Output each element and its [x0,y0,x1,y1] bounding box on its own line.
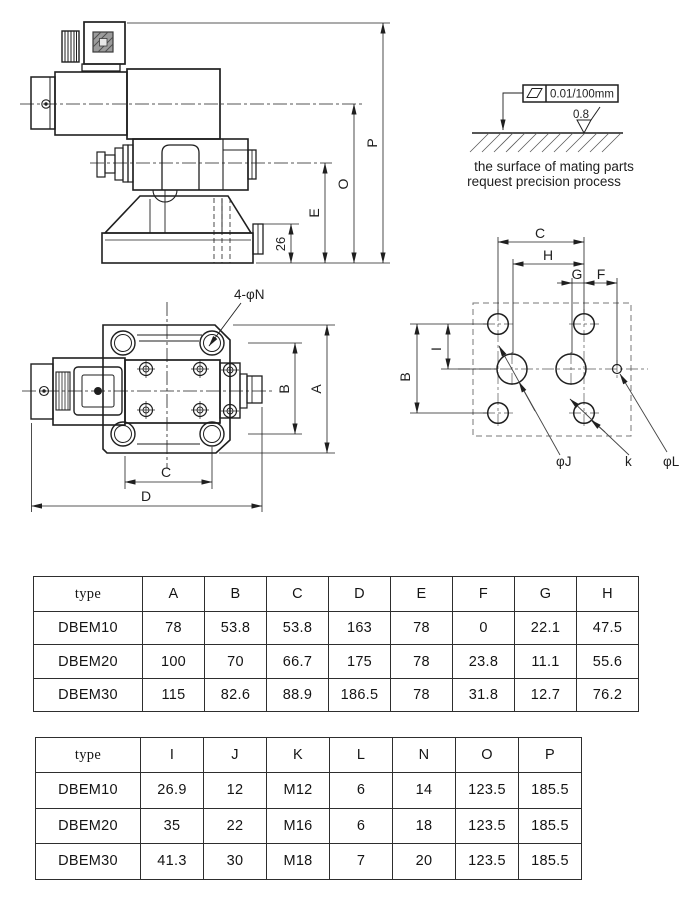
dim-label-pattern-C: C [534,225,546,241]
dim-label-pattern-G: G [571,266,583,282]
dim-label-pattern-F: F [596,266,606,282]
dimension-value: 53.8 [205,612,267,645]
dimension-value: 30 [204,844,267,880]
dimension-value: 163 [329,612,391,645]
table1-row-DBEM20 [34,645,639,678]
model-label: DBEM10 [34,612,143,645]
model-label: DBEM30 [34,678,143,711]
dimension-value: 0 [453,612,515,645]
dimension-value: 78 [391,612,453,645]
pattern-leaders [499,346,667,455]
top-view-drawing [22,287,335,512]
dimension-value: 26.9 [141,773,204,809]
dimension-value: 6 [330,773,393,809]
model-label: DBEM20 [34,645,143,678]
dimension-value: 78 [391,678,453,711]
dim-label-pattern-I: I [428,347,444,351]
holes-count-label: 4-φN [234,287,265,302]
dimension-value: 76.2 [577,678,639,711]
table1-header-type: type [34,577,143,612]
table2-header-N: N [393,738,456,773]
top-view-dimensions [32,325,336,512]
table1-header-H: H [577,577,639,612]
table2-header-row [36,738,582,773]
dimension-value: 123.5 [456,844,519,880]
dim-label-A: A [308,384,324,394]
surface-note-line1: the surface of mating parts [474,159,634,174]
dimension-value: 186.5 [329,678,391,711]
dimension-value: 22.1 [515,612,577,645]
dimension-value: 66.7 [267,645,329,678]
dim-label-D: D [140,488,152,504]
table2-header-K: K [267,738,330,773]
dimension-value: 18 [393,808,456,844]
table2-row-DBEM10 [36,773,582,809]
adjustment-knob-top [31,358,125,425]
dim-label-B: B [276,384,292,394]
dim-label-pattern-B: B [397,372,413,382]
dimension-value: 22 [204,808,267,844]
dimension-value: 115 [143,678,205,711]
dimension-value: 35 [141,808,204,844]
model-label: DBEM10 [36,773,141,809]
mounting-base-icon [102,190,263,263]
surface-finish-note [467,85,634,189]
dimension-value: 12 [204,773,267,809]
dimension-value: 185.5 [519,808,582,844]
table1-row-DBEM30 [34,678,639,711]
adjustment-screw-icon [97,145,133,182]
pattern-dimensions [410,237,617,413]
dimension-value: 88.9 [267,678,329,711]
table2-header-J: J [204,738,267,773]
table2-row-DBEM30 [36,844,582,880]
roughness-value: 0.8 [573,109,589,121]
port-label-L: φL [663,454,680,469]
dimension-value: M12 [267,773,330,809]
dimension-value: 82.6 [205,678,267,711]
dimension-value: 20 [393,844,456,880]
dimension-value: 53.8 [267,612,329,645]
dimension-value: 47.5 [577,612,639,645]
table1-header-E: E [391,577,453,612]
dimension-value: M18 [267,844,330,880]
table1-row-DBEM10 [34,612,639,645]
table2-header-type: type [36,738,141,773]
dimension-value: 78 [391,645,453,678]
dimension-value: 78 [143,612,205,645]
dimension-value: 185.5 [519,844,582,880]
dimensions-table-a-h [33,576,639,712]
table2-header-P: P [519,738,582,773]
dimension-value: M16 [267,808,330,844]
dimension-value: 123.5 [456,773,519,809]
table1-header-A: A [143,577,205,612]
mounting-hole [111,331,224,446]
table2-row-DBEM20 [36,808,582,844]
dimension-value: 41.3 [141,844,204,880]
dimension-value: 6 [330,808,393,844]
table1-header-row [34,577,639,612]
dimension-value: 12.7 [515,678,577,711]
dimension-value: 14 [393,773,456,809]
dimension-value: 55.6 [577,645,639,678]
side-view-dimensions [127,23,390,263]
mounting-pattern-drawing [397,225,680,469]
model-label: DBEM30 [36,844,141,880]
table1-header-G: G [515,577,577,612]
surface-hatching [470,133,621,152]
table1-header-D: D [329,577,391,612]
dimension-value: 175 [329,645,391,678]
side-port [220,361,262,420]
dimension-value: 123.5 [456,808,519,844]
side-view-drawing [20,22,390,263]
dimensions-table-i-p [35,737,582,880]
table2-header-I: I [141,738,204,773]
table2-header-L: L [330,738,393,773]
dim-label-pattern-H: H [542,247,554,263]
valve-body-icon [133,139,256,190]
surface-note-line2: request precision process [467,174,621,189]
dimension-value: 11.1 [515,645,577,678]
dim-label-O: O [335,178,351,190]
table1-header-C: C [267,577,329,612]
table2-header-O: O [456,738,519,773]
flatness-value: 0.01/100mm [550,88,614,101]
port-label-k: k [625,454,632,469]
dim-label-C: C [160,464,172,480]
flatness-symbol-icon [527,89,542,98]
dimension-value: 185.5 [519,773,582,809]
dim-label-P: P [364,138,380,148]
dimension-value: 7 [330,844,393,880]
dimension-value: 23.8 [453,645,515,678]
electrical-connector-icon [62,22,125,71]
dim-label-26: 26 [273,236,288,252]
model-label: DBEM20 [36,808,141,844]
dimension-value: 100 [143,645,205,678]
port-label-J: φJ [556,454,572,469]
dim-label-E: E [306,208,322,218]
dimension-value: 31.8 [453,678,515,711]
cover-screw [137,360,209,419]
table1-header-F: F [453,577,515,612]
table1-header-B: B [205,577,267,612]
dimension-value: 70 [205,645,267,678]
